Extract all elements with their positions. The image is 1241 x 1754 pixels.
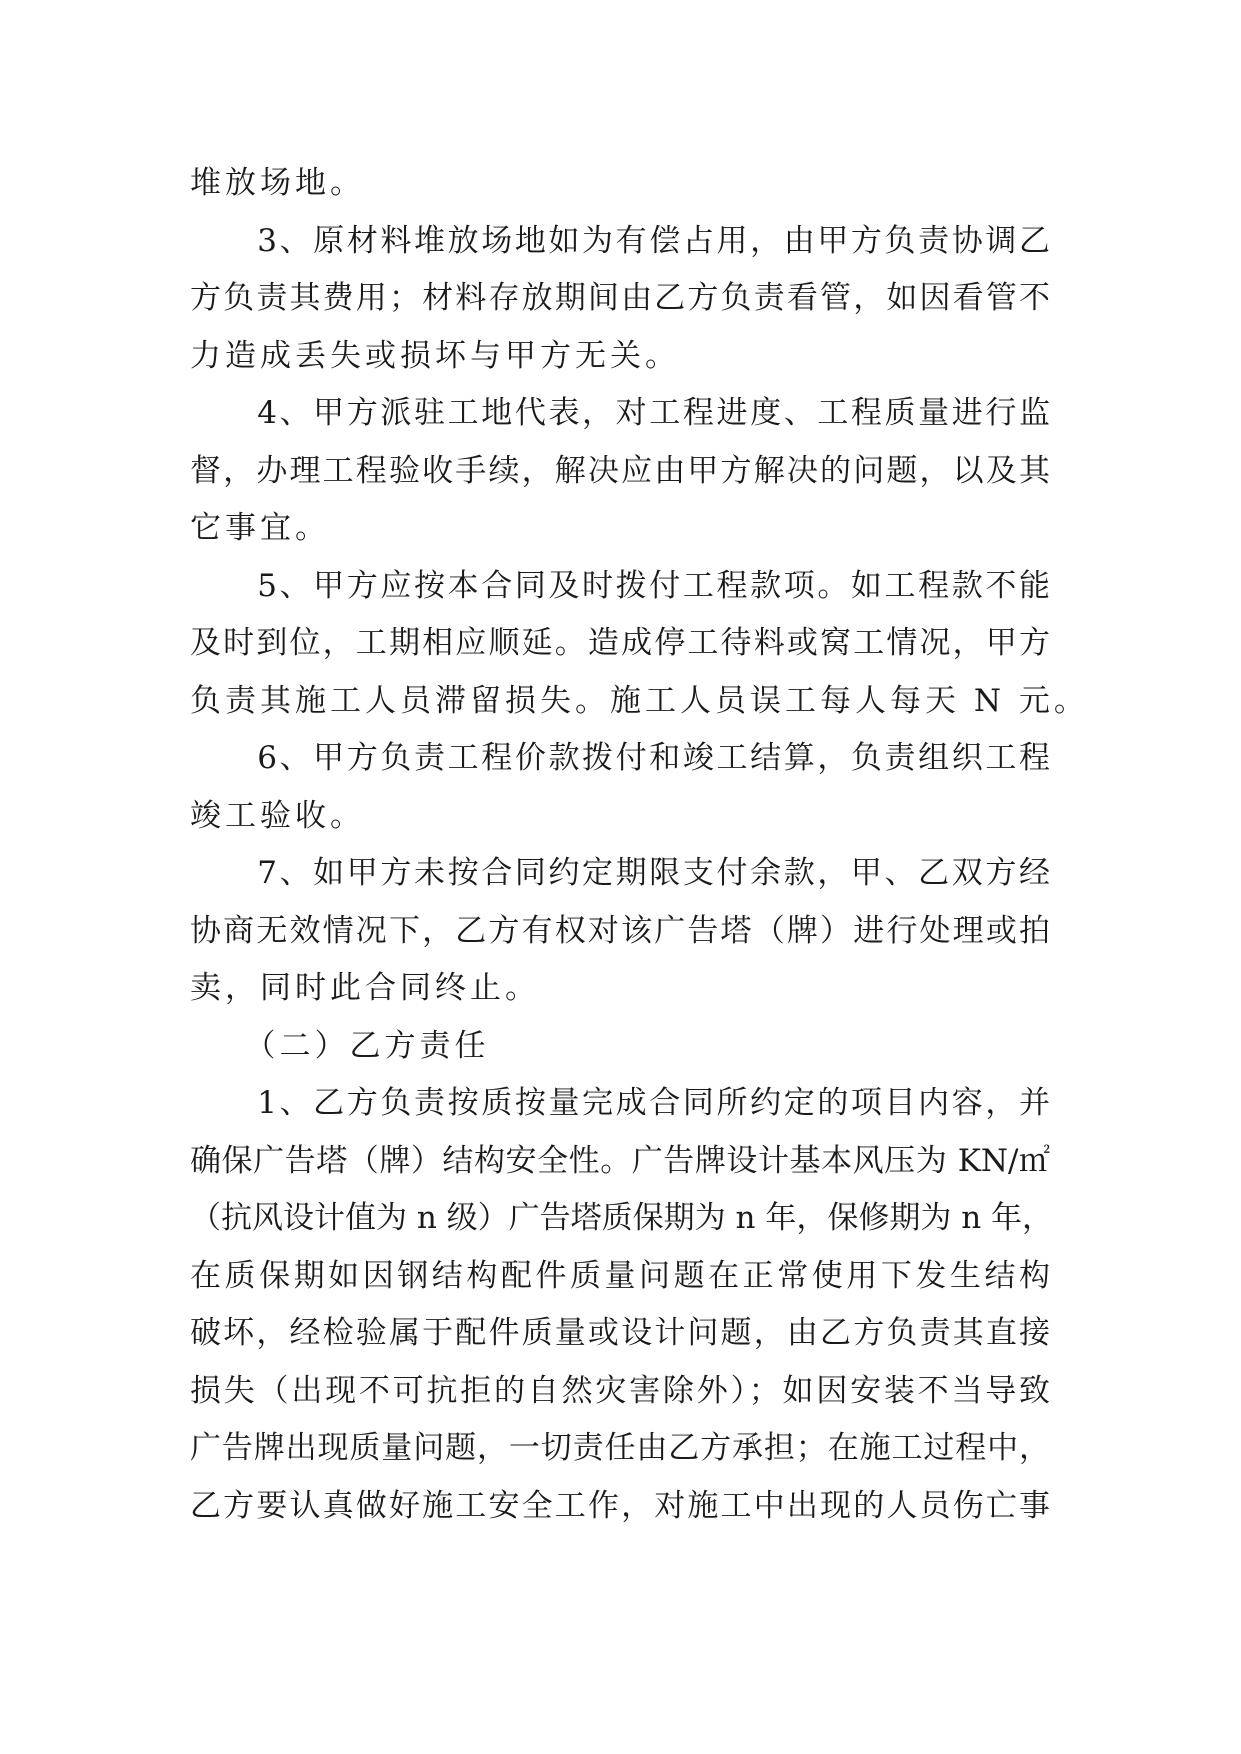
text-line: 及时到位，工期相应顺延。造成停工待料或窝工情况，甲方 [190, 625, 1050, 661]
text-line: 乙方要认真做好施工安全工作，对施工中出现的人员伤亡事 [190, 1487, 1050, 1524]
text-line: 3、原材料堆放场地如为有偿占用，由甲方负责协调乙 [190, 222, 1050, 259]
text-line: 在质保期如因钢结构配件质量问题在正常使用下发生结构 [190, 1257, 1050, 1294]
text-line: 破坏，经检验属于配件质量或设计问题，由乙方负责其直接 [190, 1315, 1050, 1351]
text-line: 负责其施工人员滞留损失。施工人员误工每人每天 N 元。 [190, 682, 1089, 719]
text-line: 督，办理工程验收手续，解决应由甲方解决的问题，以及其 [190, 452, 1050, 489]
text-line: 方负责其费用；材料存放期间由乙方负责看管，如因看管不 [190, 280, 1050, 316]
text-line: 广告牌出现质量问题，一切责任由乙方承担；在施工过程中， [190, 1430, 1050, 1466]
text-line: 7、如甲方未按合同约定期限支付余款，甲、乙双方经 [190, 855, 1050, 891]
text-line: 协商无效情况下，乙方有权对该广告塔（牌）进行处理或拍 [190, 912, 1050, 949]
text-line: （抗风设计值为 n 级）广告塔质保期为 n 年，保修期为 n 年， [190, 1200, 1054, 1236]
text-line: 损失（出现不可抗拒的自然灾害除外）；如因安装不当导致 [190, 1372, 1050, 1409]
text-line: 1、乙方负责按质按量完成合同所约定的项目内容，并 [190, 1085, 1050, 1121]
text-line: 确保广告塔（牌）结构安全性。广告牌设计基本风压为 KN/㎡ [190, 1142, 1050, 1179]
text-line: 卖，同时此合同终止。 [190, 970, 540, 1006]
text-line: 竣工验收。 [190, 797, 365, 834]
text-line: 它事宜。 [190, 510, 330, 546]
section-heading: （二）乙方责任 [190, 1027, 490, 1064]
text-line: 6、甲方负责工程价款拨付和竣工结算，负责组织工程 [190, 740, 1050, 776]
text-line: 力造成丢失或损坏与甲方无关。 [190, 337, 680, 374]
text-line: 4、甲方派驻工地代表，对工程进度、工程质量进行监 [190, 395, 1050, 431]
contract-body-text [190, 155, 1089, 1535]
text-line: 堆放场地。 [190, 165, 365, 201]
text-line: 5、甲方应按本合同及时拨付工程款项。如工程款不能 [190, 567, 1050, 604]
